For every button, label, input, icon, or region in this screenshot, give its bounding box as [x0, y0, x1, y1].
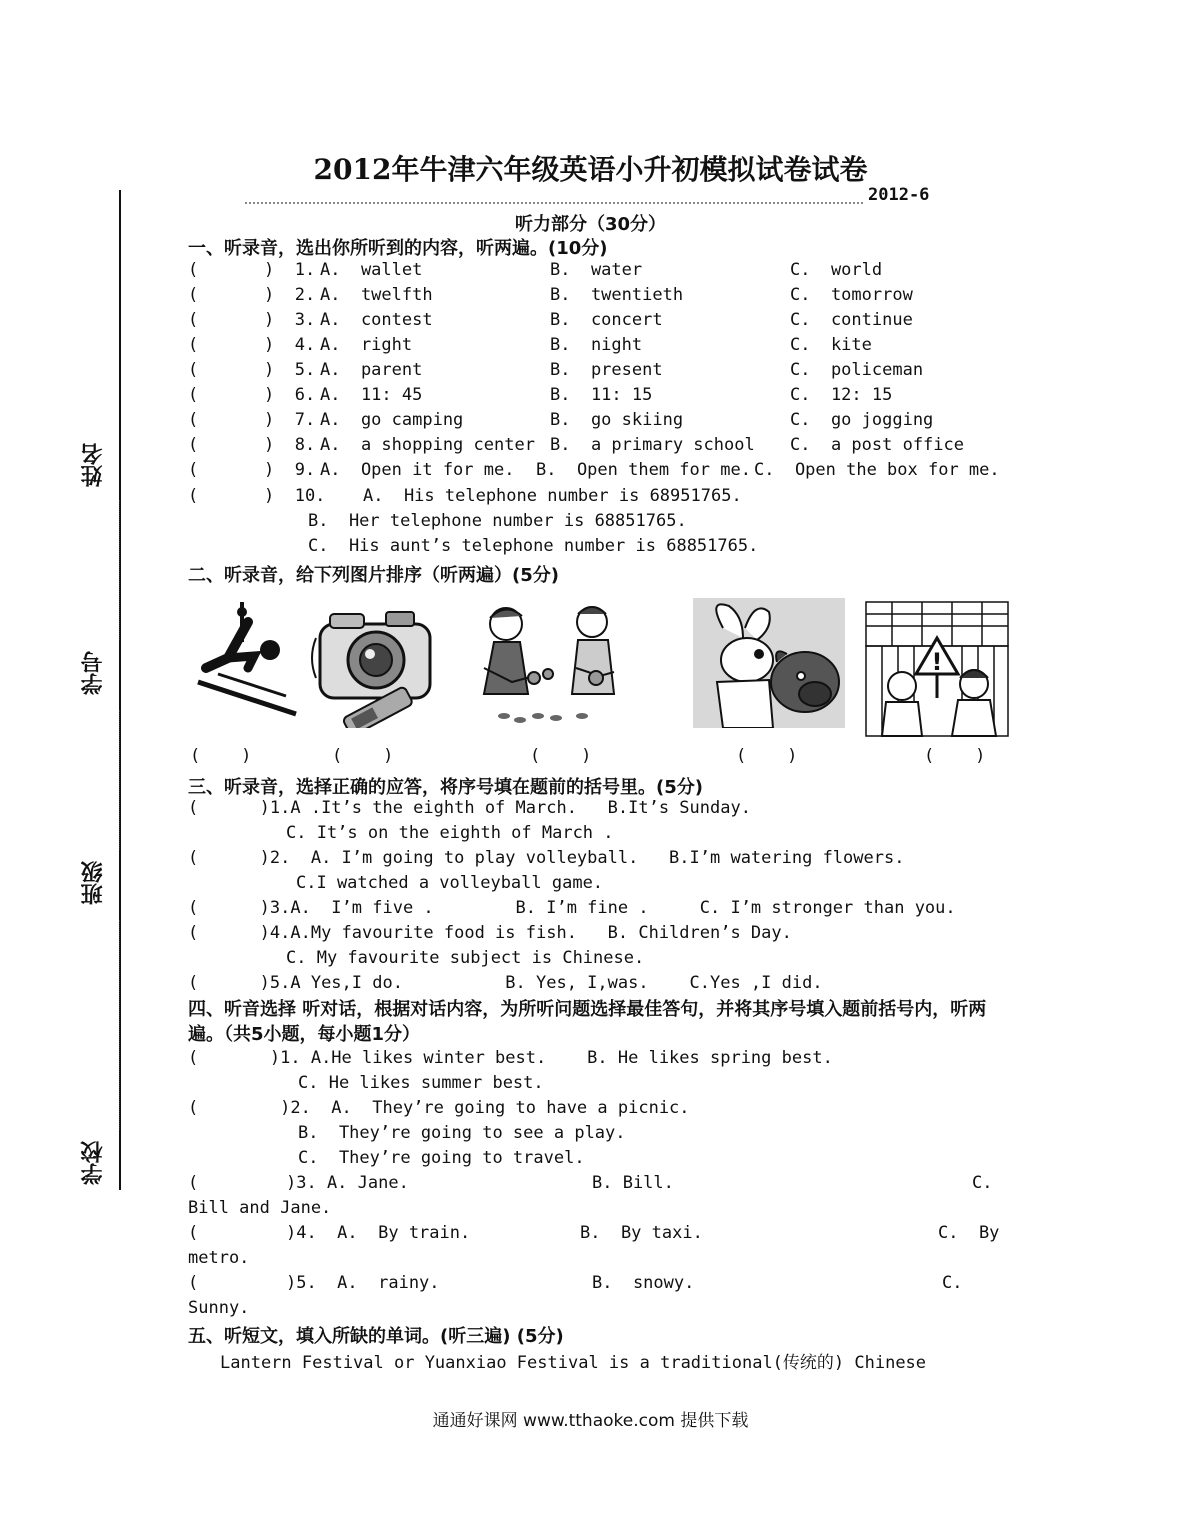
answer-bracket: (	[188, 460, 199, 480]
warning-sign-icon	[862, 598, 1012, 740]
question-2	[188, 285, 998, 310]
option-a: A. Open it for me.	[320, 460, 515, 480]
option-c: C. 12: 15	[790, 385, 893, 405]
question-6	[188, 385, 998, 410]
option-c: C. world	[790, 260, 883, 280]
option-c: C. go jogging	[790, 410, 934, 430]
question-number: ) 10.	[264, 486, 326, 506]
class-label: 班级	[81, 861, 106, 905]
s4-question-3: ( )3. A. Jane. B. Bill. C.	[188, 1173, 993, 1193]
answer-blank[interactable]: ( )	[924, 746, 986, 766]
dotted-separator	[119, 500, 121, 640]
question-number: ) 5.	[264, 360, 316, 380]
answer-bracket: (	[188, 260, 199, 280]
section-5-heading: 五、听短文，填入所缺的单词。(听三遍) (5分)	[188, 1326, 564, 1347]
answer-bracket: (	[188, 385, 199, 405]
section-2-heading: 二、听录音，给下列图片排序（听两遍）(5分)	[188, 565, 559, 586]
option-c: C. a post office	[790, 435, 964, 455]
answer-blank[interactable]: ( )	[332, 746, 394, 766]
option-c: C. continue	[790, 310, 913, 330]
section-4-heading: 四、听音选择 听对话，根据对话内容，为所听问题选择最佳答句，并将其序号填入题前括号内，听两遍。（共5小题，每小题1分）	[188, 999, 987, 1045]
section-1-heading: 一、听录音，选出你所听到的内容，听两遍。(10分)	[188, 238, 608, 259]
option-b: B. night	[550, 335, 643, 355]
option-c: C. policeman	[790, 360, 924, 380]
footer-source: 通通好课网 www.tthaoke.com 提供下载	[432, 1411, 749, 1431]
option-b: B. twentieth	[550, 285, 684, 305]
option-c: C. tomorrow	[790, 285, 913, 305]
s4-q4-option-c: metro.	[188, 1248, 250, 1268]
question-number: ) 2.	[264, 285, 316, 305]
answer-blank[interactable]: ( )	[530, 746, 592, 766]
option-b: B. Open them for me.	[536, 460, 751, 480]
question-number: ) 8.	[264, 435, 316, 455]
option-a: A. a shopping center	[320, 435, 535, 455]
name-label: 姓名	[81, 443, 106, 487]
section-3-heading: 三、听录音，选择正确的应答，将序号填在题前的括号里。(5分)	[188, 777, 703, 798]
s3-q2-option-c: C.I watched a volleyball game.	[296, 873, 604, 893]
answer-blank[interactable]: ( )	[190, 746, 252, 766]
s3-question-1: ( )1.A .It’s the eighth of March. B.It’s Sunday.	[188, 798, 751, 818]
s4-q5-option-c: Sunny.	[188, 1298, 250, 1318]
option-a: A. contest	[320, 310, 433, 330]
boys-playing-icon	[464, 598, 634, 728]
school-label: 学校	[81, 1141, 106, 1185]
dotted-separator	[119, 920, 121, 1130]
question-5	[188, 360, 998, 385]
option-a: A. go camping	[320, 410, 464, 430]
option-b: B. concert	[550, 310, 663, 330]
option-b: B. present	[550, 360, 663, 380]
rabbit-dog-icon	[693, 598, 845, 728]
question-8	[188, 435, 998, 460]
option-b: B. a primary school	[550, 435, 755, 455]
s4-question-2: ( )2. A. They’re going to have a picnic.	[188, 1098, 690, 1118]
option-c: C. kite	[790, 335, 872, 355]
question-4	[188, 335, 998, 360]
option-a: A. His telephone number is 68951765.	[363, 486, 742, 506]
question-9	[188, 460, 998, 485]
answer-bracket: (	[188, 360, 199, 380]
s4-question-1: ( )1. A.He likes winter best. B. He likes spring best.	[188, 1048, 833, 1068]
answer-bracket: (	[188, 335, 199, 355]
question-10: ( ) 10. A. His telephone number is 68951765.	[188, 486, 742, 506]
question-7	[188, 410, 998, 435]
s4-q2-option-c: C. They’re going to travel.	[298, 1148, 585, 1168]
question-number: ) 4.	[264, 335, 316, 355]
question-3	[188, 310, 998, 335]
part-title: 听力部分（30分）	[514, 214, 667, 235]
s4-q1-option-c: C. He likes summer best.	[298, 1073, 544, 1093]
student-id-label: 学号	[81, 651, 106, 695]
option-b: B. go skiing	[550, 410, 684, 430]
question-number: ) 1.	[264, 260, 316, 280]
s3-question-3: ( )3.A. I’m five . B. I’m fine . C. I’m stronger than you.	[188, 898, 956, 918]
answer-blank[interactable]: ( )	[736, 746, 798, 766]
s3-q1-option-c: C. It’s on the eighth of March .	[286, 823, 614, 843]
s4-q2-option-b: B. They’re going to see a play.	[298, 1123, 626, 1143]
s3-question-4: ( )4.A.My favourite food is fish. B. Children’s Day.	[188, 923, 792, 943]
exam-date: 2012-6	[868, 185, 930, 205]
option-c: C. Open the box for me.	[754, 460, 1000, 480]
exam-title: 2012年牛津六年级英语小升初模拟试卷试卷	[313, 153, 868, 186]
option-a: A. right	[320, 335, 413, 355]
dotted-rule	[245, 202, 863, 204]
s3-question-5: ( )5.A Yes,I do. B. Yes, I,was. C.Yes ,I did.	[188, 973, 823, 993]
s3-q4-option-c: C. My favourite subject is Chinese.	[286, 948, 645, 968]
question-number: ) 6.	[264, 385, 316, 405]
option-a: A. wallet	[320, 260, 423, 280]
s4-q3-option-c: Bill and Jane.	[188, 1198, 332, 1218]
option-c: C. His aunt’s telephone number is 68851765.	[308, 536, 759, 556]
s4-question-5: ( )5. A. rainy. B. snowy. C.	[188, 1273, 963, 1293]
answer-bracket: (	[188, 435, 199, 455]
dotted-separator	[119, 710, 121, 850]
answer-bracket: (	[188, 310, 199, 330]
option-a: A. twelfth	[320, 285, 433, 305]
skiing-icon	[188, 598, 300, 728]
option-b: B. Her telephone number is 68851765.	[308, 511, 687, 531]
option-b: B. 11: 15	[550, 385, 653, 405]
passage-text: Lantern Festival or Yuanxiao Festival is a traditional(传统的) Chinese	[220, 1353, 927, 1373]
camera-phone-icon	[306, 598, 446, 728]
s3-question-2: ( )2. A. I’m going to play volleyball. B.I’m watering flowers.	[188, 848, 905, 868]
option-a: A. 11: 45	[320, 385, 423, 405]
answer-bracket: (	[188, 285, 199, 305]
picture-answer-blanks	[188, 746, 998, 770]
question-number: ) 3.	[264, 310, 316, 330]
question-1	[188, 260, 998, 285]
question-number: ) 7.	[264, 410, 316, 430]
svg-text:!: !	[931, 648, 943, 676]
option-a: A. parent	[320, 360, 423, 380]
question-number: ) 9.	[264, 460, 316, 480]
option-b: B. water	[550, 260, 643, 280]
s4-question-4: ( )4. A. By train. B. By taxi. C. By	[188, 1223, 1000, 1243]
answer-bracket: (	[188, 410, 199, 430]
